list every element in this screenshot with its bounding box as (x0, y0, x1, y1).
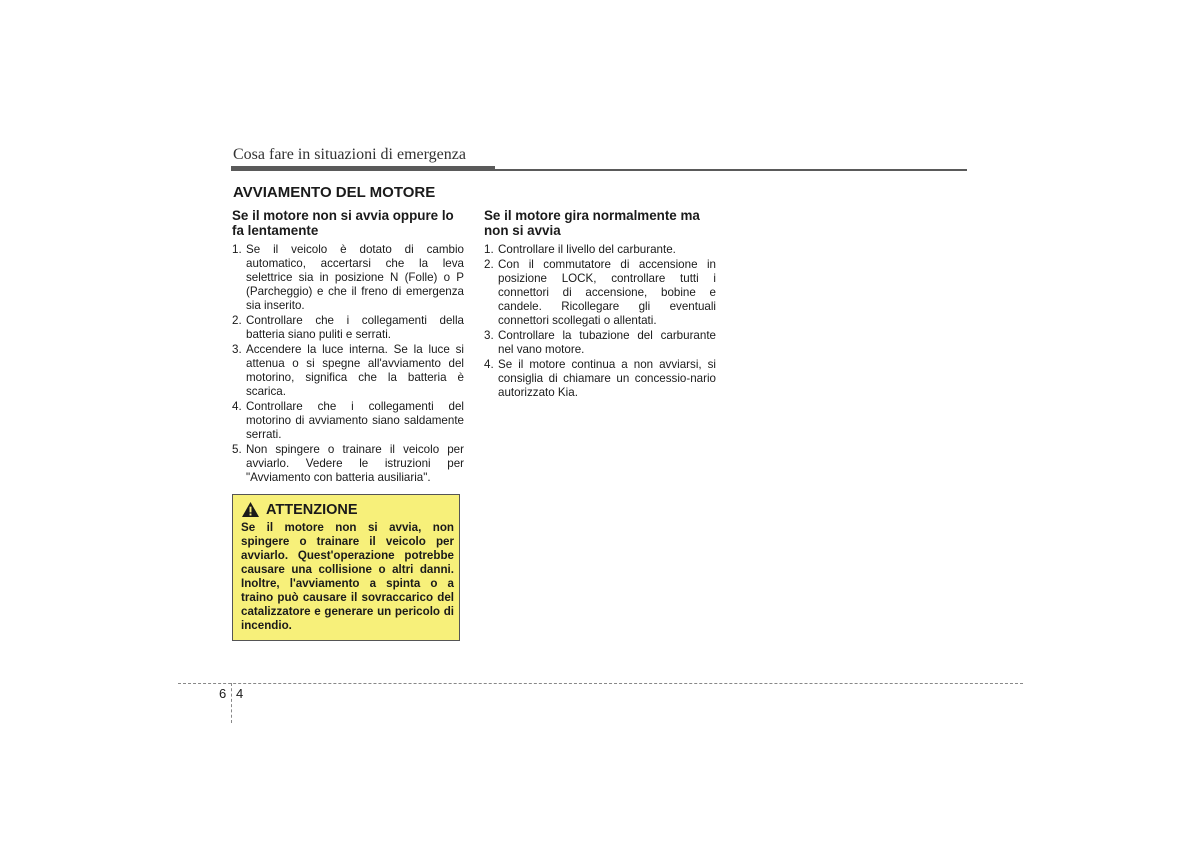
left-column (232, 208, 464, 486)
list-item (484, 329, 716, 357)
footer-divider (178, 683, 1023, 684)
page-chapter-number: 6 (219, 686, 227, 701)
list-item-number: 1. (232, 243, 242, 256)
list-item-text: Non spingere o trainare il veicolo per avviarlo. Vedere le istruzioni per "Avviamento con batteria ausiliaria". (246, 443, 464, 484)
list-item (232, 443, 464, 485)
list-item (484, 243, 716, 257)
list-item (232, 314, 464, 342)
list-item (232, 343, 464, 399)
page-number: 4 (236, 686, 244, 701)
list-item-text: Accendere la luce interna. Se la luce si attenua o si spegne all'avviamento del motorino, significa che la batteria è scarica. (246, 343, 464, 398)
list-item (484, 358, 716, 400)
left-steps-list (232, 243, 464, 485)
section-title: AVVIAMENTO DEL MOTORE (233, 184, 436, 201)
list-item (232, 400, 464, 442)
header-title: Cosa fare in situazioni di emergenza (233, 146, 466, 163)
list-item (232, 243, 464, 313)
warning-header (241, 501, 454, 518)
right-steps-list (484, 243, 716, 400)
list-item (484, 258, 716, 328)
list-item-number: 4. (484, 358, 494, 371)
header-bar-thin (495, 169, 967, 171)
list-item-text: Se il veicolo è dotato di cambio automatico, accertarsi che la leva selettrice sia in posizione N (Folle) o P (Parcheggio) e che il freno di emergenza sia inserito. (246, 243, 464, 312)
footer-vertical-divider (231, 683, 232, 723)
list-item-text: Controllare che i collegamenti del motorino di avviamento siano saldamente serrati. (246, 400, 464, 441)
warning-triangle-icon (241, 501, 260, 518)
list-item-number: 1. (484, 243, 494, 256)
right-heading: Se il motore gira normalmente ma non si avvia (484, 208, 700, 238)
list-item-number: 4. (232, 400, 242, 413)
right-column (484, 208, 716, 401)
list-item-number: 2. (484, 258, 494, 271)
list-item-number: 3. (484, 329, 494, 342)
list-item-text: Con il commutatore di accensione in posizione LOCK, controllare tutti i connettori di accensione, bobine e candele. Ricollegare gli eventuali connettori scollegati o allentati. (498, 258, 716, 327)
list-item-text: Controllare che i collegamenti della batteria siano puliti e serrati. (246, 314, 464, 341)
warning-title: ATTENZIONE (266, 501, 358, 518)
header-bar-thick (231, 166, 495, 171)
list-item-text: Controllare il livello del carburante. (498, 243, 676, 256)
warning-box (232, 494, 460, 641)
list-item-number: 2. (232, 314, 242, 327)
left-heading: Se il motore non si avvia oppure lo fa lentamente (232, 208, 454, 238)
warning-body: Se il motore non si avvia, non spingere o trainare il veicolo per avviarlo. Quest'operazione potrebbe causare una collisione o altri danni. Inoltre, l'avviamento a spinta o a traino può causare il sovraccarico del catalizzatore e generare un pericolo di incendio. (241, 521, 454, 632)
list-item-number: 3. (232, 343, 242, 356)
list-item-text: Controllare la tubazione del carburante nel vano motore. (498, 329, 716, 356)
list-item-number: 5. (232, 443, 242, 456)
list-item-text: Se il motore continua a non avviarsi, si consiglia di chiamare un concessio-nario autorizzato Kia. (498, 358, 716, 399)
